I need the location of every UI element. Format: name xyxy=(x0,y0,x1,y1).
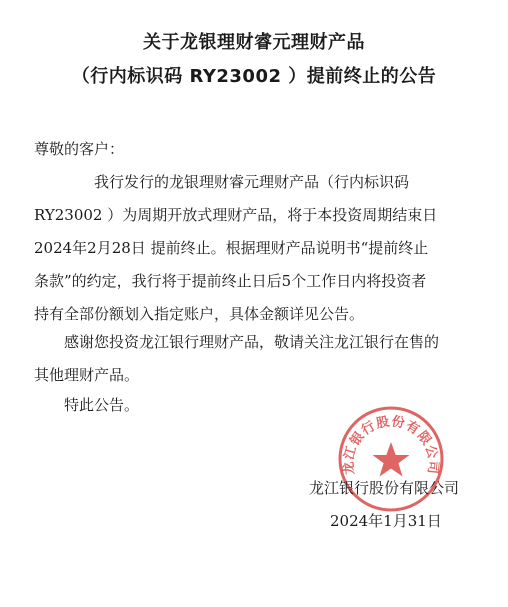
salutation: 尊敬的客户： xyxy=(34,140,125,158)
svg-text:龙江银行股份有限公司: 龙江银行股份有限公司 xyxy=(341,414,441,476)
issue-date: 2024年1月31日 xyxy=(330,512,442,530)
paragraph-line: 其他理财产品。 xyxy=(34,366,140,384)
paragraph-line: 我行发行的龙银理财睿元理财产品（行内标识码 xyxy=(94,173,410,191)
seal-star-icon xyxy=(373,442,410,477)
paragraph-line: 条款”的约定，我行将于提前终止日后5个工作日内将投资者 xyxy=(34,272,427,290)
paragraph-closing: 特此公告。 xyxy=(64,396,140,414)
title-line-1: 关于龙银理财睿元理财产品 xyxy=(143,32,365,53)
paragraph-main xyxy=(34,166,437,331)
title-line-2: （行内标识码 RY23002 ）提前终止的公告 xyxy=(71,66,437,87)
paragraph-thanks xyxy=(34,326,439,392)
issuer-name: 龙江银行股份有限公司 xyxy=(309,479,460,497)
paragraph-line: 2024年2月28日 提前终止。根据理财产品说明书“提前终止 xyxy=(34,239,429,257)
paragraph-line: RY23002 ）为周期开放式理财产品，将于本投资周期结束日 xyxy=(34,206,438,224)
paragraph-line: 感谢您投资龙江银行理财产品，敬请关注龙江银行在售的 xyxy=(64,333,440,351)
paragraph-line: 持有全部份额划入指定账户，具体金额详见公告。 xyxy=(34,305,365,323)
